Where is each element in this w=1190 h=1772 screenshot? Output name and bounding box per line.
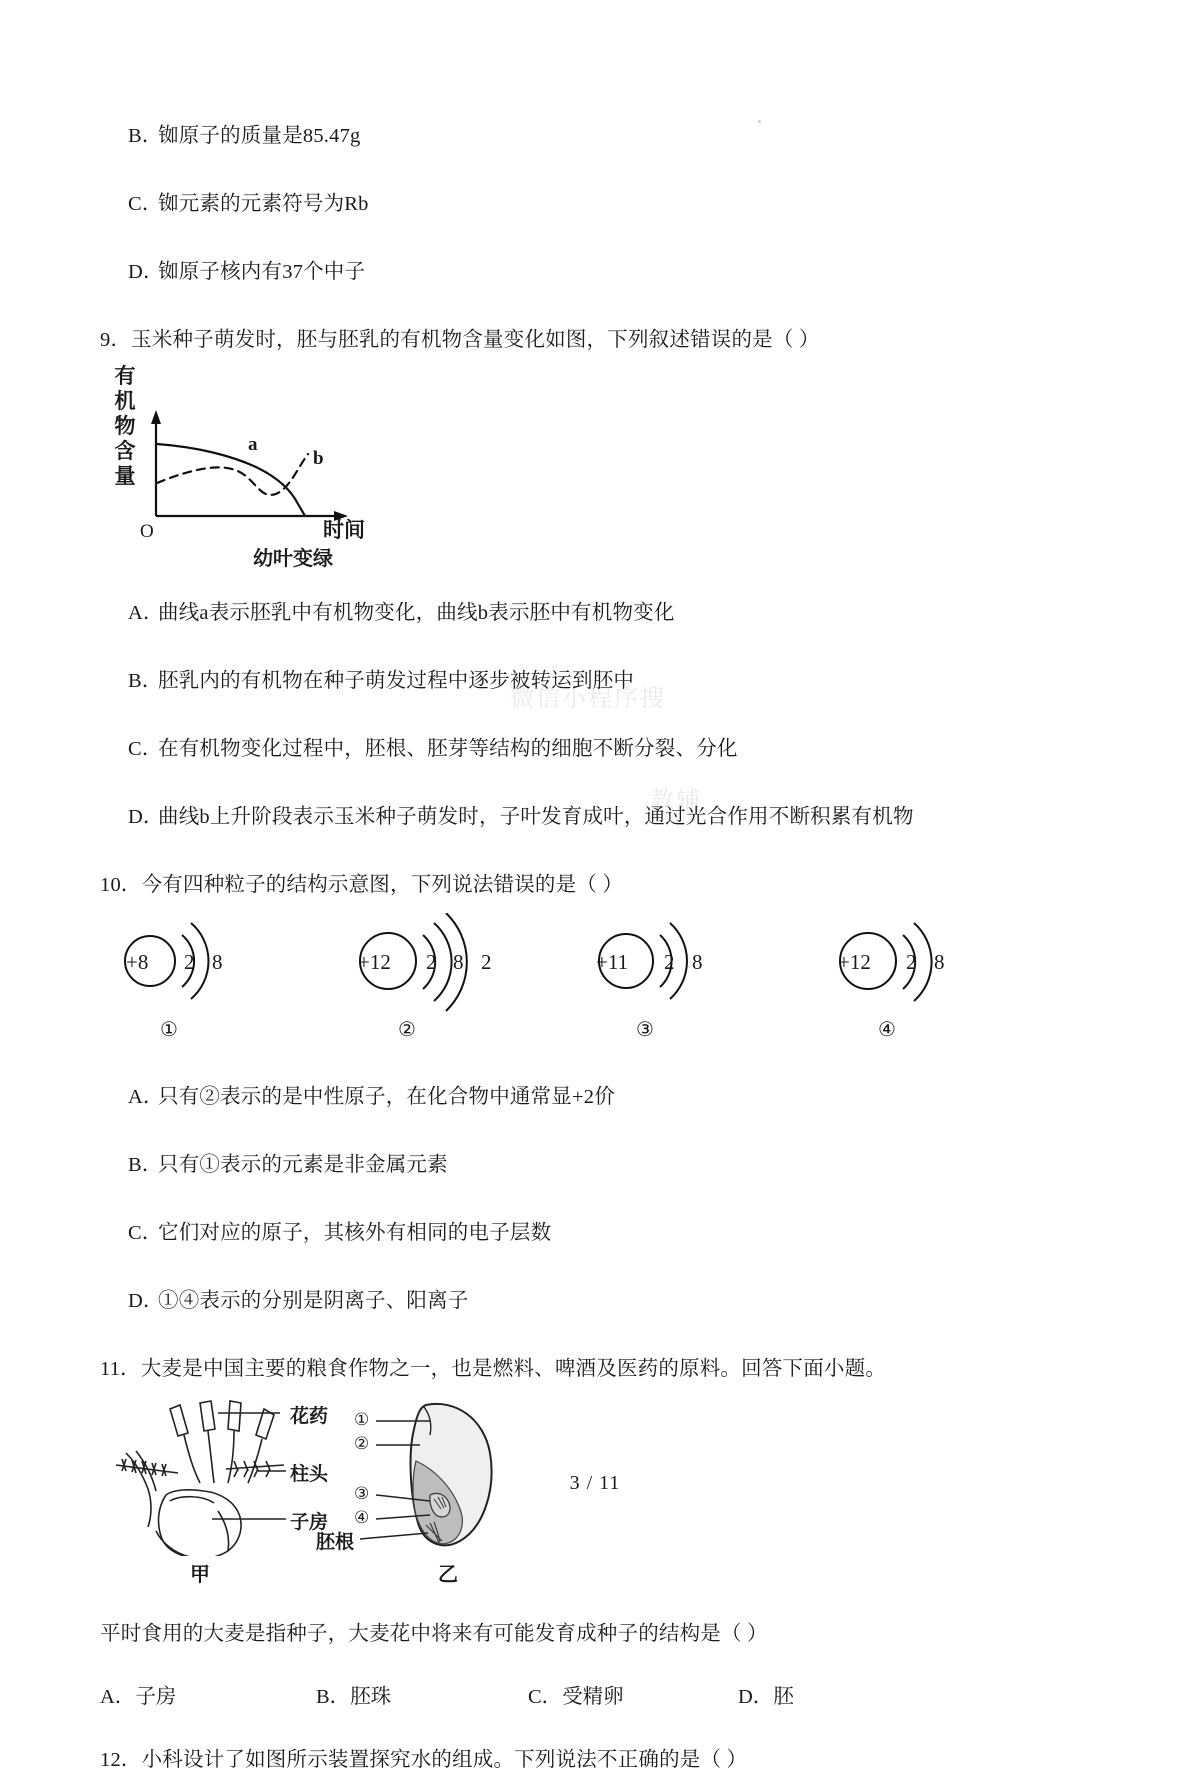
spacer — [100, 1313, 1090, 1351]
y-axis-label: 有机物含量 — [114, 365, 136, 488]
shell-electrons-3: 2 — [481, 950, 492, 974]
option-text: 铷原子的质量是85.47g — [158, 125, 361, 147]
shell-electrons-1: 2 — [906, 950, 917, 974]
option-mark: D． — [128, 1290, 164, 1312]
nucleus-charge: +8 — [126, 950, 149, 974]
option-mark: A． — [128, 602, 164, 624]
label-radicle: 胚根 — [316, 1532, 355, 1553]
option-mark: B． — [128, 125, 163, 147]
origin-label: O — [140, 521, 154, 542]
q10-figure — [100, 913, 1090, 1053]
option-mark: C． — [128, 1222, 163, 1244]
seed-number-2: ② — [354, 1434, 370, 1453]
option-mark: A． — [100, 1686, 136, 1708]
spacer — [100, 284, 1090, 322]
particle-index: ③ — [636, 1019, 654, 1041]
option-text: 在有机物变化过程中，胚根、胚芽等结构的细胞不断分裂、分化 — [158, 738, 738, 760]
particle-svg-1 — [108, 913, 308, 1038]
q10-option-d — [100, 1283, 1090, 1313]
option-mark: D． — [738, 1686, 774, 1708]
seed-number-1: ① — [354, 1410, 370, 1429]
option-text: 只有②表示的是中性原子，在化合物中通常显+2价 — [158, 1086, 615, 1108]
shell-electrons-2: 8 — [692, 950, 703, 974]
question-12-stem: 12．小科设计了如图所示装置探究水的组成。下列说法不正确的是（ ） — [100, 1749, 748, 1771]
q11-option-d — [738, 1679, 794, 1709]
curve-b-label: b — [313, 448, 324, 469]
spacer — [100, 1177, 1090, 1215]
particle-diagram-1 — [108, 913, 338, 1041]
curve-a-label: a — [248, 434, 258, 455]
option-mark: B． — [128, 1154, 163, 1176]
option-text: 受精卵 — [562, 1686, 624, 1708]
shell-electrons-1: 2 — [426, 950, 437, 974]
particle-diagram-3 — [580, 913, 810, 1041]
question-9-stem: 9．玉米种子萌发时，胚与胚乳的有机物含量变化如图，下列叙述错误的是（ ） — [100, 329, 820, 351]
option-text: 铷原子核内有37个中子 — [158, 261, 366, 283]
spacer — [100, 569, 1090, 595]
option-text: 曲线b上升阶段表示玉米种子萌发时，子叶发育成叶，通过光合作用不断积累有机物 — [158, 806, 914, 828]
question-10-stem: 10．今有四种粒子的结构示意图，下列说法错误的是（ ） — [100, 874, 624, 896]
q10-option-b — [100, 1147, 1090, 1177]
x-axis-label: 时间 — [323, 519, 365, 542]
option-text: 只有①表示的元素是非金属元素 — [158, 1154, 448, 1176]
spacer — [100, 625, 1090, 663]
option-mark: D． — [128, 806, 164, 828]
option-text: 胚 — [773, 1686, 794, 1708]
spacer — [100, 1245, 1090, 1283]
option-text: 曲线a表示胚乳中有机物变化，曲线b表示胚中有机物变化 — [158, 602, 675, 624]
q8-option-c — [100, 186, 1090, 216]
option-text: ①④表示的分别是阴离子、阳离子 — [158, 1290, 469, 1312]
option-text: 胚珠 — [350, 1686, 392, 1708]
q11-option-c — [528, 1679, 624, 1709]
option-text: 子房 — [135, 1686, 177, 1708]
shell-electrons-1: 2 — [184, 950, 195, 974]
spacer — [100, 1709, 1090, 1742]
question-11-sub-stem: 平时食用的大麦是指种子，大麦花中将来有可能发育成种子的结构是（ ） — [100, 1623, 768, 1645]
nucleus-charge: +12 — [358, 950, 391, 974]
option-mark: A． — [128, 1086, 164, 1108]
q11-option-b — [316, 1679, 391, 1709]
particle-index: ① — [160, 1019, 178, 1041]
option-mark: B． — [316, 1686, 351, 1708]
option-text: 铷元素的元素符号为Rb — [158, 193, 369, 215]
q10-option-c — [100, 1215, 1090, 1245]
page-number: 3 / 11 — [569, 1472, 621, 1494]
option-mark: C． — [128, 193, 163, 215]
q9-figure — [108, 364, 408, 569]
label-ovary: 子房 — [290, 1512, 329, 1533]
figure-caption-jia: 甲 — [190, 1564, 210, 1586]
particle-diagram-4 — [820, 913, 1050, 1041]
spacer — [100, 761, 1090, 799]
seed-number-3: ③ — [354, 1484, 370, 1503]
particle-svg-3 — [580, 913, 780, 1038]
spacer — [100, 1646, 1090, 1679]
question-11-stem: 11．大麦是中国主要的粮食作物之一，也是燃料、啤酒及医药的原料。回答下面小题。 — [100, 1358, 887, 1380]
shell-electrons-1: 2 — [664, 950, 675, 974]
spacer — [100, 693, 1090, 731]
watermark-bottom: 教辅 — [650, 787, 702, 814]
q9-option-d — [100, 799, 1090, 829]
spacer — [100, 216, 1090, 254]
q8-option-d — [100, 254, 1090, 284]
nucleus-charge: +12 — [838, 950, 871, 974]
q8-option-b — [100, 118, 1090, 148]
q9-option-a — [100, 595, 1090, 625]
figure-caption: 幼叶变绿 — [253, 548, 333, 570]
label-stigma: 柱头 — [290, 1464, 329, 1485]
spacer — [100, 1053, 1090, 1079]
q9-option-c — [100, 731, 1090, 761]
spacer — [100, 829, 1090, 867]
shell-electrons-2: 8 — [453, 950, 464, 974]
particle-diagram-2 — [340, 913, 570, 1041]
q10-option-a — [100, 1079, 1090, 1109]
particle-svg-2 — [340, 913, 560, 1038]
page-content — [100, 118, 1090, 1772]
figure-caption-yi: 乙 — [438, 1564, 458, 1586]
particle-index: ② — [398, 1019, 416, 1041]
shell-electrons-2: 8 — [934, 950, 945, 974]
spacer — [100, 148, 1090, 186]
option-mark: C． — [528, 1686, 563, 1708]
q11-option-a — [100, 1679, 176, 1709]
option-mark: B． — [128, 670, 163, 692]
q11-options-row — [100, 1679, 1090, 1709]
nucleus-charge: +11 — [596, 950, 629, 974]
watermark-top: 微信小程序搜 — [510, 685, 666, 712]
spacer — [100, 1109, 1090, 1147]
label-anther: 花药 — [290, 1406, 329, 1427]
seed-number-4: ④ — [354, 1508, 370, 1527]
spacer — [100, 1590, 1090, 1616]
shell-electrons-2: 8 — [212, 950, 223, 974]
option-text: 胚乳内的有机物在种子萌发过程中逐步被转运到胚中 — [158, 670, 635, 692]
option-text: 它们对应的原子，其核外有相同的电子层数 — [158, 1222, 552, 1244]
q11-figure-captions — [108, 1556, 548, 1590]
option-mark: C． — [128, 738, 163, 760]
option-mark: D． — [128, 261, 164, 283]
particle-index: ④ — [878, 1019, 896, 1041]
particle-svg-4 — [820, 913, 1020, 1038]
q9-option-b — [100, 663, 1090, 693]
